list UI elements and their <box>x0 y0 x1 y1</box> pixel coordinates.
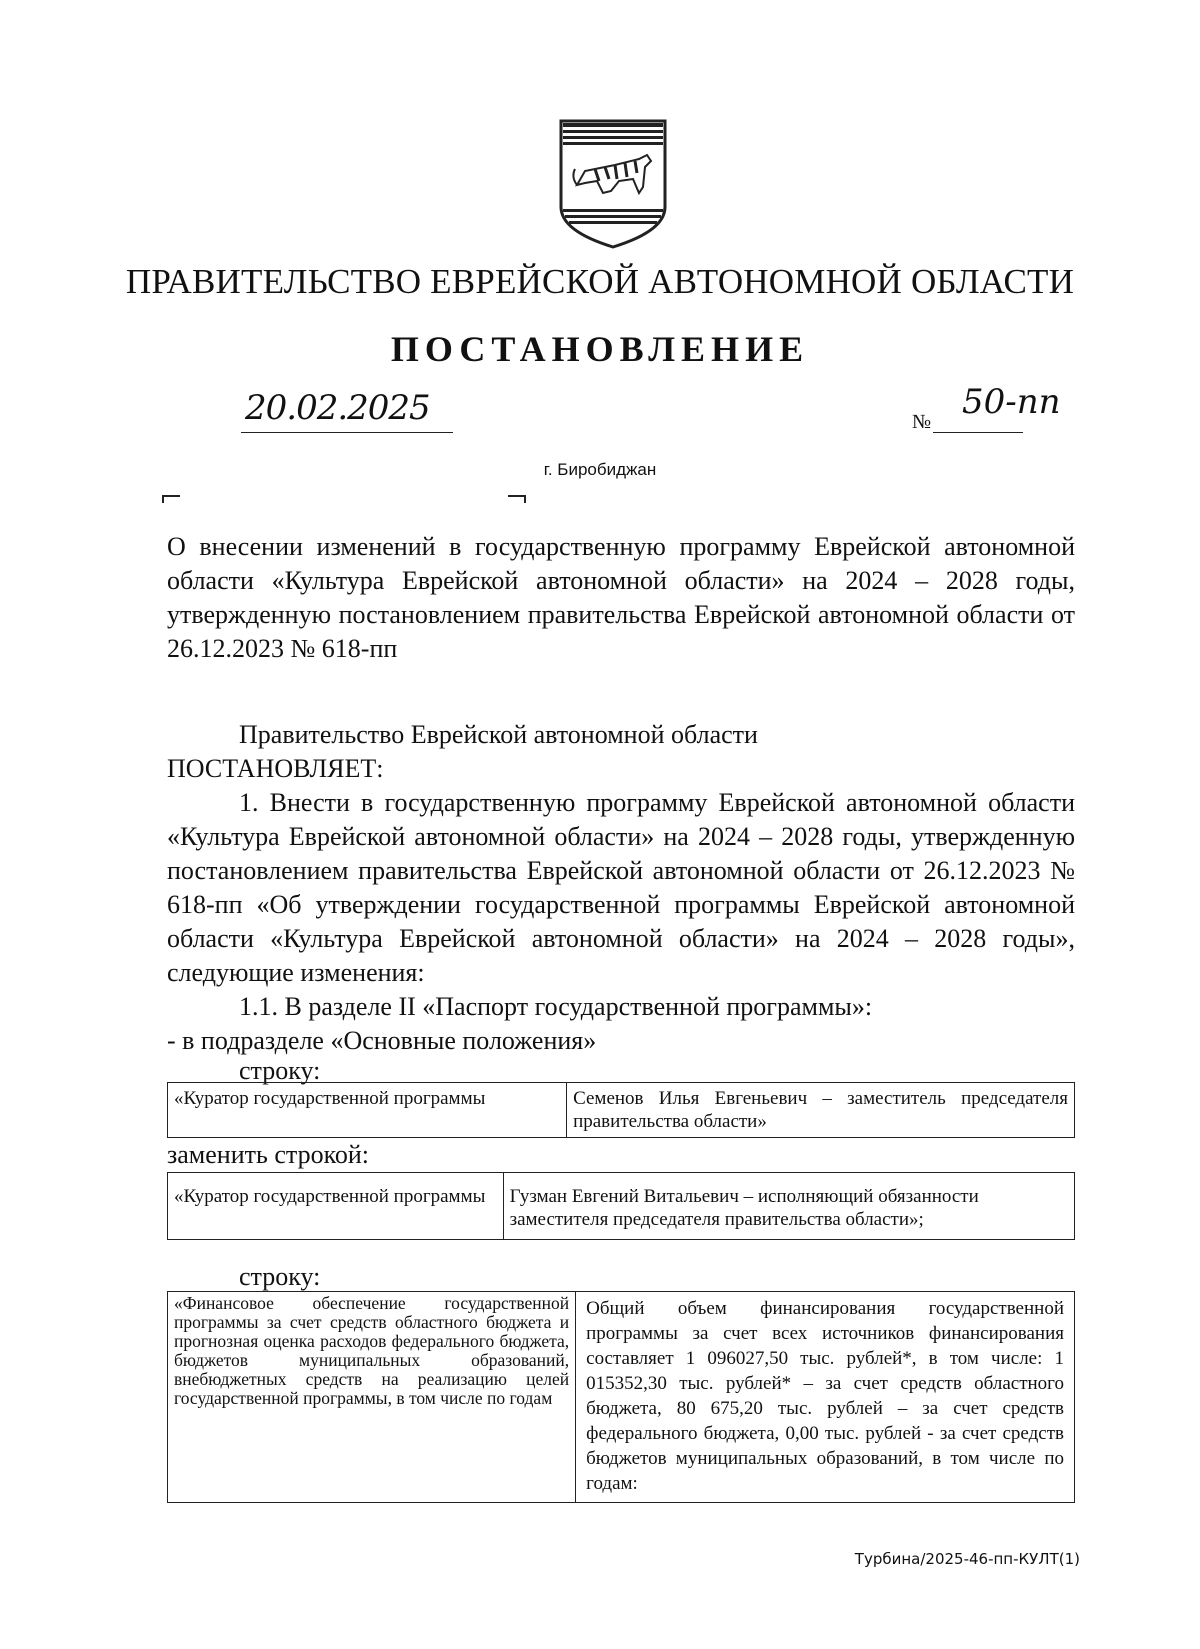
curator-old-right-cell: Семенов Илья Евгеньевич – заместитель председателя правительства области» <box>567 1083 1075 1138</box>
paragraph-subsection: - в подразделе «Основные положения» <box>167 1026 597 1055</box>
subject-corner-left <box>162 495 180 503</box>
coat-of-arms-emblem <box>555 115 671 251</box>
finance-old-left-cell: «Финансовое обеспечение государственной программы за счет средств областного бюджета и прогнозная оценка расходов федерального бюджета, бюджетов муниципальных образований, внебюджетных средств на реализацию целей государственной программы, в том числе по годам <box>168 1292 576 1503</box>
curator-new-right-cell: Гузман Евгений Витальевич – исполняющий обязанности заместителя председателя правительства области»; <box>503 1173 1074 1240</box>
city-name: г. Биробиджан <box>543 460 657 479</box>
line-label-1: строку: <box>239 1056 321 1085</box>
number-label: № <box>912 411 932 433</box>
curator-old-left-cell: «Куратор государственной программы <box>168 1083 567 1138</box>
subject-title: О внесении изменений в государственную программу Еврейской автономной области «Культура Еврейской автономной области» на 2024 – 2028 годы, утвержденную постановлением правительства Еврейской автономной области от 26.12.2023 № 618-пп <box>167 532 1075 663</box>
curator-new-table <box>167 1172 1075 1240</box>
finance-old-table <box>167 1291 1075 1503</box>
document-type-heading: ПОСТАНОВЛЕНИЕ <box>390 329 810 369</box>
finance-old-right-cell: Общий объем финансирования государственной программы за счет всех источников финансирования составляет 1 096027,50 тыс. рублей*, в том числе: 1 015352,30 тыс. рублей* – за счет средств областного бюджета, 80 675,20 тыс. рублей – за счет средств федерального бюджета, 0,00 тыс. рублей - за счет средств бюджетов муниципальных образований, в том числе по годам: <box>576 1292 1075 1503</box>
paragraph-item-1: 1. Внести в государственную программу Еврейской автономной области «Культура Еврейской автономной области» на 2024 – 2028 годы, утвержденную постановлением правительства Еврейской автономной области от 26.12.2023 № 618-пп «Об утверждении государственной программы Еврейской автономной области «Культура Еврейской автономной области» на 2024 – 2028 годы», следующие изменения: <box>167 788 1075 987</box>
paragraph-item-1-1: 1.1. В разделе II «Паспорт государственной программы»: <box>239 992 873 1021</box>
subject-corner-right <box>508 495 526 503</box>
document-reference: Турбина/2025-46-пп-КУЛТ(1) <box>854 1550 1080 1568</box>
curator-old-table <box>167 1082 1075 1138</box>
handwritten-date: 20.02.2025 <box>245 388 430 428</box>
intro-line-1: Правительство Еврейской автономной области <box>239 720 758 749</box>
number-underline <box>933 432 1023 433</box>
date-underline <box>241 432 453 433</box>
government-title: ПРАВИТЕЛЬСТВО ЕВРЕЙСКОЙ АВТОНОМНОЙ ОБЛАСТИ <box>125 262 1075 301</box>
replace-label: заменить строкой: <box>167 1140 370 1169</box>
curator-new-left-cell: «Куратор государственной программы <box>168 1173 504 1240</box>
line-label-2: строку: <box>239 1262 321 1291</box>
intro-line-2: ПОСТАНОВЛЯЕТ: <box>167 754 384 783</box>
handwritten-number: 50-пп <box>962 382 1061 422</box>
